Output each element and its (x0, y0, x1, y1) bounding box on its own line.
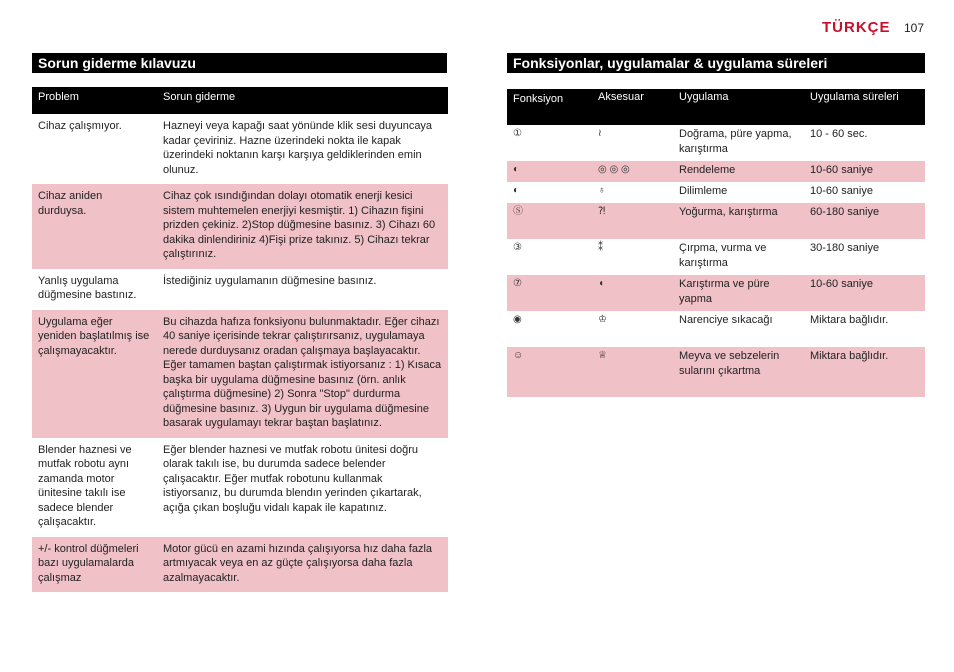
juice-function-icon: ☺ (507, 347, 592, 397)
citrus-function-icon: ◉ (507, 311, 592, 347)
application-cell: Doğrama, püre yapma, karıştırma (673, 125, 804, 161)
problem-cell: Cihaz aniden durduysa. (32, 184, 157, 269)
time-cell: 10-60 saniye (804, 161, 925, 182)
table-header-row (32, 87, 448, 114)
time-cell: Miktara bağlıdır. (804, 311, 925, 347)
chop-function-icon: ① (507, 125, 592, 161)
juicer-accessory-icon: ♕ (592, 347, 673, 397)
table-row (32, 184, 448, 269)
solution-cell: Motor gücü en azami hızında çalışıyorsa hız daha fazla artmıyacak veya en az güçte çalışıyorsa daha fazla azalmayacaktır. (157, 537, 448, 593)
application-cell: Karıştırma ve püre yapma (673, 275, 804, 311)
slice-function-icon: ◐ (507, 182, 592, 203)
functions-title: Fonksiyonlar, uygulamalar & uygulama süreleri (507, 53, 925, 73)
application-cell: Dilimleme (673, 182, 804, 203)
solution-cell: Eğer blender haznesi ve mutfak robotu ünitesi doğru olarak takılı ise, bu durumda sadece belender çalışacaktır. Eğer mutfak robotunu kullanmak istiyorsanız, bu durumda blendın yerinden çıkartarak, açığa çıkan boşluğu vidalı kapak ile kapatınız. (157, 438, 448, 537)
table-row (507, 203, 925, 239)
solution-cell: Hazneyi veya kapağı saat yönünde klik sesi duyuncaya kadar çeviriniz. Hazne üzerindeki nokta ile kapak üzerindeki noktanın karşı karşıya geldiklerinden emin olunuz. (157, 114, 448, 184)
knead-function-icon: Ⓢ (507, 203, 592, 239)
blend-function-icon: ⑦ (507, 275, 592, 311)
table-row (32, 310, 448, 438)
kneading-tool-accessory-icon: ⁈ (592, 203, 673, 239)
column-header-time: Uygulama süreleri (804, 89, 925, 125)
whisk-function-icon: ③ (507, 239, 592, 275)
time-cell: 30-180 saniye (804, 239, 925, 275)
time-cell: 10 - 60 sec. (804, 125, 925, 161)
problem-cell: Uygulama eğer yeniden başlatılmış ise çalışmayacaktır. (32, 310, 157, 438)
table-row (32, 114, 448, 184)
problem-cell: Cihaz çalışmıyor. (32, 114, 157, 184)
column-header-accessory: Aksesuar (592, 89, 673, 125)
table-row (507, 311, 925, 347)
table-row (507, 161, 925, 182)
citrus-press-accessory-icon: ♔ (592, 311, 673, 347)
blender-jar-accessory-icon: ◖ (592, 275, 673, 311)
slicing-disc-accessory-icon: ♁ (592, 182, 673, 203)
troubleshooting-title: Sorun giderme kılavuzu (32, 53, 447, 73)
application-cell: Meyva ve sebzelerin sularını çıkartma (673, 347, 804, 397)
application-cell: Rendeleme (673, 161, 804, 182)
application-cell: Narenciye sıkacağı (673, 311, 804, 347)
page-number: 107 (904, 21, 925, 35)
table-row (32, 438, 448, 537)
language-label: TÜRKÇE (822, 19, 891, 36)
column-header-function: Fonksiyon (507, 89, 592, 125)
column-header-solution: Sorun giderme (157, 87, 448, 114)
application-cell: Yoğurma, karıştırma (673, 203, 804, 239)
time-cell: 10-60 saniye (804, 182, 925, 203)
column-header-problem: Problem (32, 87, 157, 114)
time-cell: 10-60 saniye (804, 275, 925, 311)
functions-table (507, 89, 925, 397)
troubleshooting-table (32, 87, 448, 592)
table-row (507, 347, 925, 397)
table-row (507, 182, 925, 203)
grate-function-icon: ◐ (507, 161, 592, 182)
time-cell: Miktara bağlıdır. (804, 347, 925, 397)
time-cell: 60-180 saniye (804, 203, 925, 239)
application-cell: Çırpma, vurma ve karıştırma (673, 239, 804, 275)
table-row (32, 269, 448, 310)
column-header-application: Uygulama (673, 89, 804, 125)
table-row (507, 239, 925, 275)
table-row (32, 537, 448, 593)
table-header-row (507, 89, 925, 125)
problem-cell: +/- kontrol düğmeleri bazı uygulamalarda çalışmaz (32, 537, 157, 593)
solution-cell: Cihaz çok ısındığından dolayı otomatik enerji kesici sistem muhtemelen enerjiyi kesmiştir. 1) Cihazın fişini prizden çekiniz. 2)Stop düğmesine basınız. 3) Cihazı 60 dakika dinlendiriniz 4)Fişi prize takınız. 5) Cihazı tekrar çalıştırınız. (157, 184, 448, 269)
blade-accessory-icon: ≀ (592, 125, 673, 161)
solution-cell: Bu cihazda hafıza fonksiyonu bulunmaktadır. Eğer cihazı 40 saniye içerisinde tekrar çalıştırırsanız, uygulamaya nerede durduysanız oradan çalışmaya başlayacaktır. Eğer tamamen baştan çalıştırmak istiyorsanız : 1) Kısaca başka bir uygulama düğmesine basınız (örn. anlık çalıştırma düğmesine) 2) Sonra "Stop" durdurma düğmesine basınız. 3) Uygun bir uygulama düğmesine basarak uygulamayı tekrar baştan başlatınız. (157, 310, 448, 438)
solution-cell: İstediğiniz uygulamanın düğmesine basınız. (157, 269, 448, 310)
problem-cell: Yanlış uygulama düğmesine bastınız. (32, 269, 157, 310)
whisk-accessory-icon: ⁑ (592, 239, 673, 275)
table-row (507, 125, 925, 161)
grating-disc-accessory-icon: ◎ ◎ ◎ (592, 161, 673, 182)
problem-cell: Blender haznesi ve mutfak robotu aynı zamanda motor ünitesine takılı ise sadece blender çalışacaktır. (32, 438, 157, 537)
table-row (507, 275, 925, 311)
